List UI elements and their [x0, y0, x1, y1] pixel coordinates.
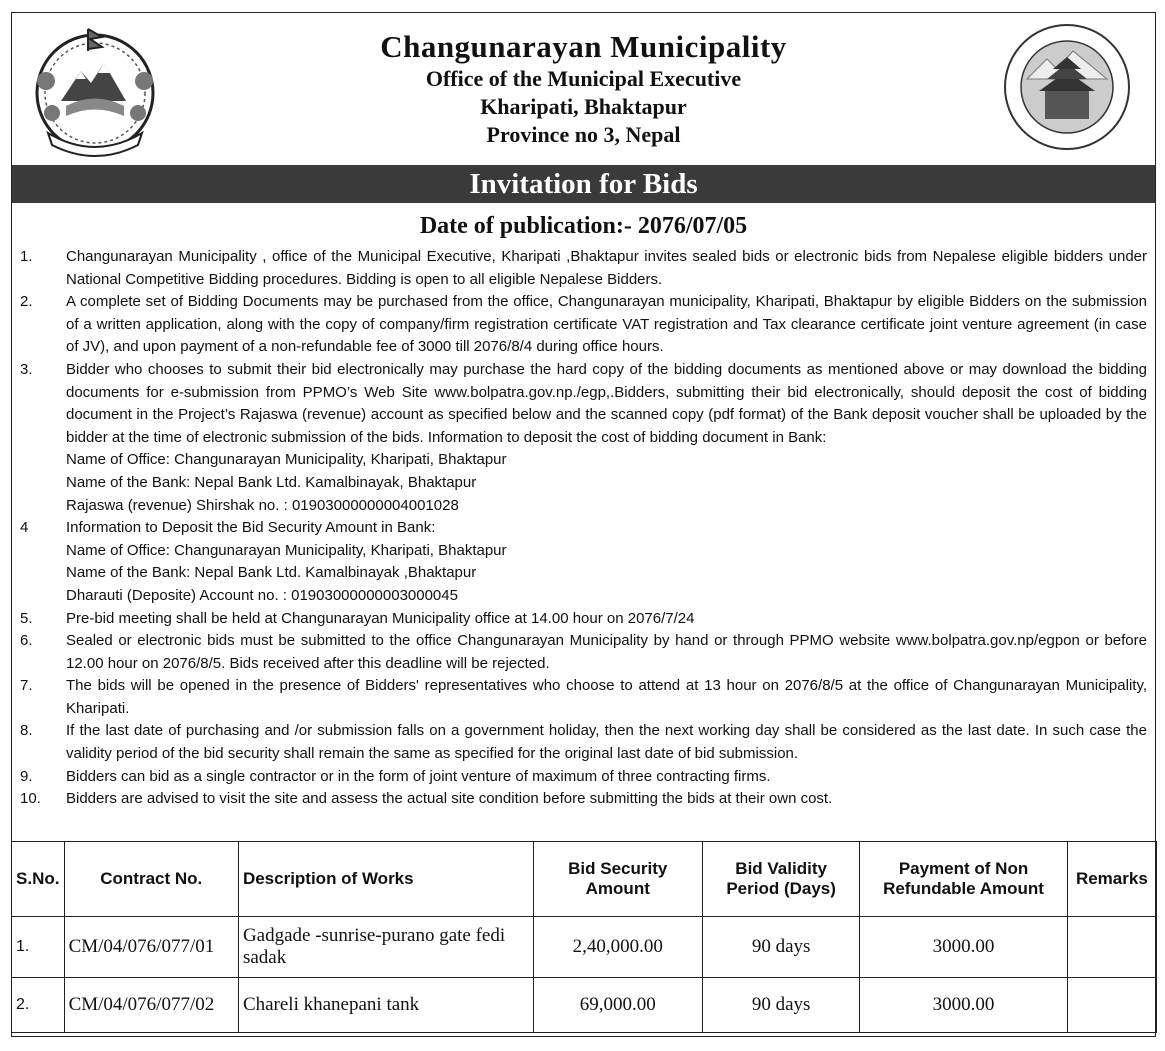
table-row — [12, 917, 1157, 978]
table-row — [12, 978, 1157, 1033]
nepal-emblem-icon — [26, 21, 164, 159]
bid-instructions — [20, 246, 1147, 811]
item-text: The bids will be opened in the presence of Bidders' representatives who choose to attend at 13 hour on 2076/8/5 at the office of Changunarayan Municipality, Kharipati. — [66, 677, 1147, 717]
column-header-payment: Payment of Non Refundable Amount — [860, 842, 1067, 917]
list-item — [20, 608, 1147, 631]
cell-bid-security: 69,000.00 — [533, 978, 702, 1033]
item-number: 1. — [20, 248, 33, 265]
cell-sno: 1. — [12, 917, 65, 978]
cell-sno: 2. — [12, 978, 65, 1033]
item-text: Pre-bid meeting shall be held at Changunarayan Municipality office at 14.00 hour on 2076/7/24 — [66, 609, 695, 627]
deposit-account-line: Dharauti (Deposite) Account no. : 01903000000003000045 — [66, 586, 458, 604]
list-item — [20, 517, 1147, 607]
municipality-seal-icon — [997, 23, 1137, 151]
revenue-account-line: Rajaswa (revenue) Shirshak no. : 01903000000004001028 — [66, 496, 459, 514]
office-name-line: Name of Office: Changunarayan Municipality, Kharipati, Bhaktapur — [66, 541, 507, 559]
list-item — [20, 675, 1147, 720]
cell-validity: 90 days — [702, 978, 859, 1033]
cell-contract-no: CM/04/076/077/01 — [64, 917, 238, 978]
office-address: Kharipati, Bhaktapur — [480, 94, 687, 119]
list-item — [20, 766, 1147, 789]
item-number: 10. — [20, 790, 41, 808]
list-item — [20, 788, 1147, 811]
cell-description: Chareli khanepani tank — [238, 978, 533, 1033]
province: Province no 3, Nepal — [486, 122, 681, 147]
municipality-name: Changunarayan Municipality — [380, 29, 787, 64]
header — [12, 13, 1155, 165]
item-text: A complete set of Bidding Documents may be purchased from the office, Changunarayan municipality, Kharipati, Bhaktapur by eligible Bidders on the submission of a written application, along with the copy of company/firm registration certificate VAT registration and Tax clearance certificate joint venture agreement (in case of JV), and upon payment of a non-refundable fee of 3000 till 2076/8/4 during office hours. — [66, 293, 1147, 356]
column-header-validity: Bid Validity Period (Days) — [702, 842, 859, 917]
office-name-line: Name of Office: Changunarayan Municipality, Kharipati, Bhaktapur — [66, 451, 507, 469]
table-header-row — [12, 842, 1157, 917]
list-item — [20, 246, 1147, 291]
bank-name-line: Name of the Bank: Nepal Bank Ltd. Kamalbinayak, Bhaktapur — [66, 473, 477, 491]
column-header-description: Description of Works — [238, 842, 533, 917]
notice-frame — [11, 12, 1156, 1037]
cell-payment: 3000.00 — [860, 917, 1067, 978]
list-item — [20, 359, 1147, 517]
column-header-contract-no: Contract No. — [64, 842, 238, 917]
item-text: Bidder who chooses to submit their bid electronically may purchase the hard copy of the bidding documents as mentioned above or may download the bidding documents for e-submission from PPMO’s Web Site www.bolpatra.gov.np./egp,.Bidders, submitting their bid electronically, should deposit the cost of bidding document in the Project’s Rajaswa (revenue) account as specified below and the scanned copy (pdf format) of the Bank deposit voucher shall be uploaded by the bidder at the time of electronic submission of the bids. Information to deposit the cost of bidding document in Bank: — [66, 360, 1147, 446]
item-text: Sealed or electronic bids must be submitted to the office Changunarayan Municipality by hand or through PPMO website www.bolpatra.gov.np/egpon or before 12.00 hour on 2076/8/5. Bids received after this deadline will be rejected. — [66, 632, 1147, 672]
item-text: Changunarayan Municipality , office of the Municipal Executive, Kharipati ,Bhaktapur invites sealed bids or electronic bids from Nepalese eligible bidders under National Competitive Bidding procedures. Bidding is open to all eligible Nepalese Bidders. — [66, 248, 1147, 288]
item-number: 8. — [20, 722, 33, 740]
invitation-banner: Invitation for Bids — [12, 165, 1155, 203]
bids-table — [11, 841, 1157, 1033]
column-header-sno: S.No. — [12, 842, 65, 917]
item-text: Information to Deposit the Bid Security Amount in Bank: — [66, 519, 436, 537]
column-header-remarks: Remarks — [1067, 842, 1156, 917]
item-number: 5. — [20, 609, 33, 627]
office-name: Office of the Municipal Executive — [425, 66, 742, 91]
cell-description: Gadgade -sunrise-purano gate fedi sadak — [238, 917, 533, 978]
item-number: 6. — [20, 632, 33, 650]
item-number: 9. — [20, 767, 33, 785]
item-text: Bidders are advised to visit the site and assess the actual site condition before submitting the bids at their own cost. — [66, 790, 833, 808]
cell-validity: 90 days — [702, 917, 859, 978]
item-text: If the last date of purchasing and /or submission falls on a government holiday, then the next working day shall be considered as the last date. In such case the validity period of the bid security shall remain the same as specified for the original last date of bid submission. — [66, 722, 1147, 763]
item-text: Bidders can bid as a single contractor or in the form of joint venture of maximum of three contracting firms. — [66, 767, 771, 785]
list-item — [20, 630, 1147, 675]
item-number: 4 — [20, 519, 29, 537]
publication-date: Date of publication:- 2076/07/05 — [419, 213, 748, 239]
cell-payment: 3000.00 — [860, 978, 1067, 1033]
cell-remarks — [1067, 978, 1156, 1033]
column-header-bid-security: Bid Security Amount — [533, 842, 702, 917]
item-number: 2. — [20, 293, 33, 311]
cell-bid-security: 2,40,000.00 — [533, 917, 702, 978]
list-item — [20, 291, 1147, 359]
bank-name-line: Name of the Bank: Nepal Bank Ltd. Kamalbinayak ,Bhaktapur — [66, 564, 477, 582]
item-number: 7. — [20, 677, 33, 695]
list-item — [20, 720, 1147, 765]
cell-remarks — [1067, 917, 1156, 978]
cell-contract-no: CM/04/076/077/02 — [64, 978, 238, 1033]
item-number: 3. — [20, 360, 33, 378]
